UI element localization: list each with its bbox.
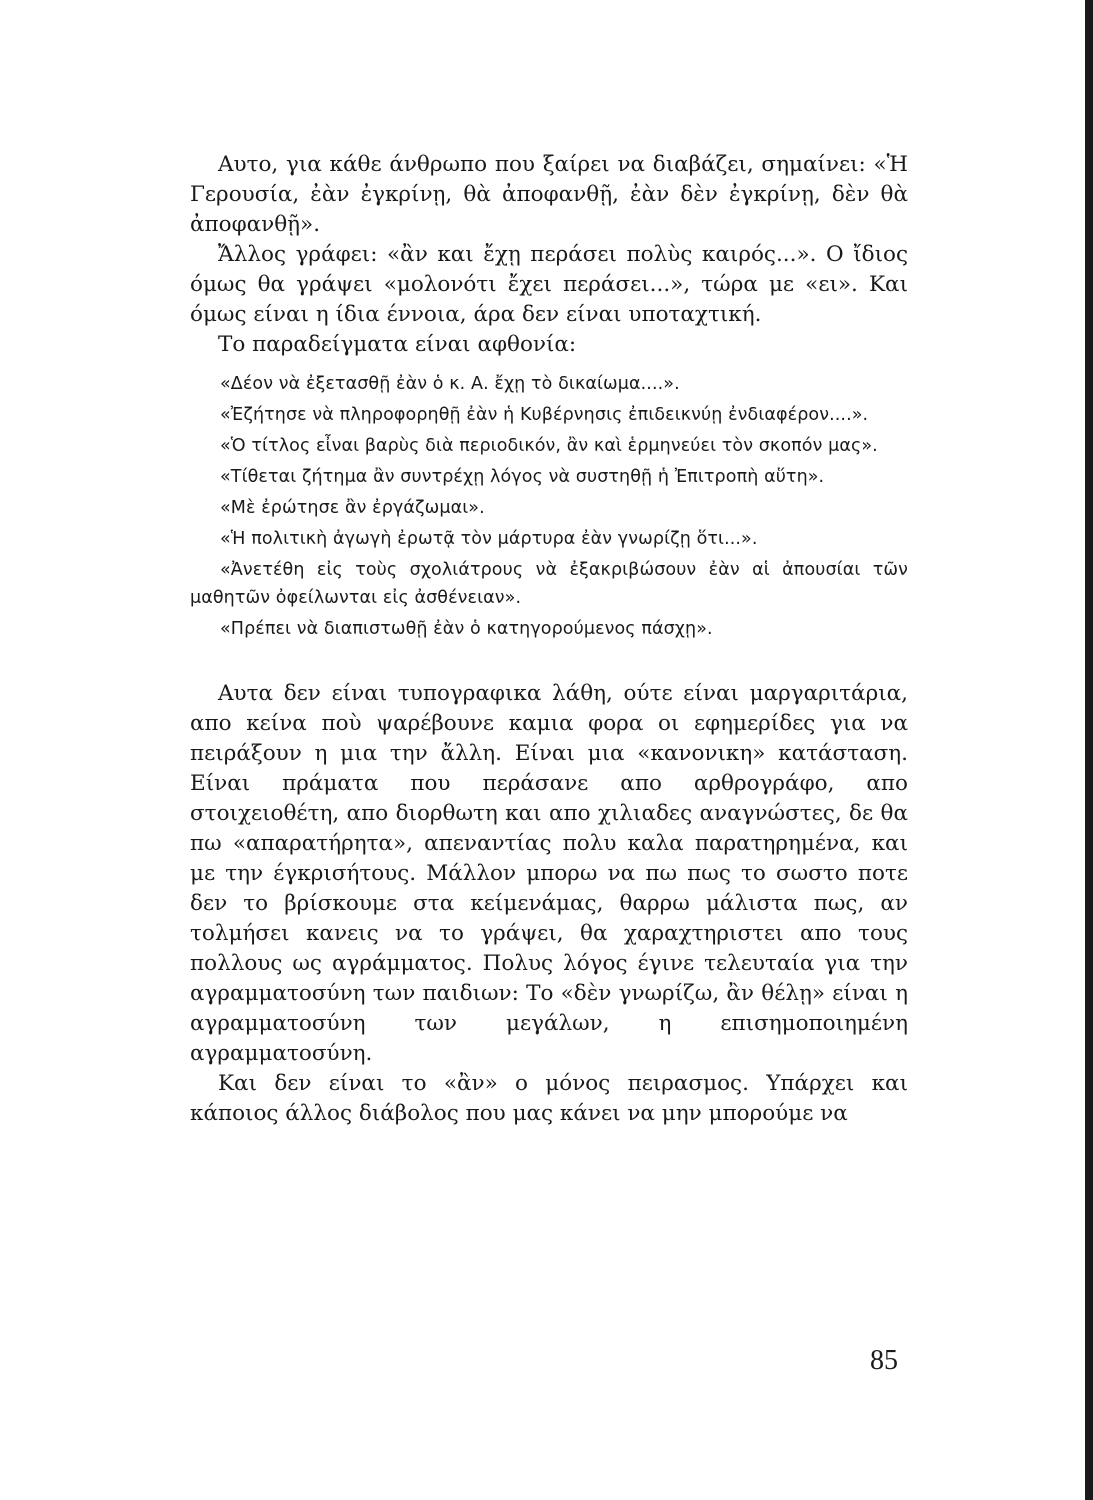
quote-example-2: «Ἐζήτησε νὰ πληροφορηθῇ ἐὰν ἡ Κυβέρνησις ἐπιδεικνύῃ ἐνδιαφέρον....». [220,405,869,425]
paragraph-senate-meaning: Αυτο, για κάθε άνθρωπο που ξαίρει να διαβάζει, σημαίνει: «Ἡ Γερουσία, ἐὰν ἐγκρίνῃ, θὰ ἀποφανθῇ, ἐὰν δὲν ἐγκρίνῃ, δὲν θὰ ἀποφανθῇ». [190,152,908,237]
quoted-examples [190,370,908,643]
paragraph-another-writes: Ἄλλος γράφει: «ἂν και ἔχῃ περάσει πολὺς καιρός...». Ο ἴδιος όμως θα γράψει «μολονότι ἔχει περάσει...», τώρα με «ει». Και όμως είναι η ίδια έννοια, άρα δεν είναι υποταχτική. [190,242,908,327]
quote-example-1: «Δέον νὰ ἐξετασθῇ ἐὰν ὁ κ. Α. ἔχῃ τὸ δικαίωμα....». [220,374,680,394]
paragraph-not-typos: Αυτα δεν είναι τυπογραφικα λάθη, ούτε είναι μαργαριτάρια, απο κείνα ποὺ ψαρέβουνε καμια φορα οι εφημερίδες για να πειράξουν η μια την ἄλλη. Είναι μια «κανονικη» κατάσταση. Είναι πράματα που περάσανε απο αρθρογράφο, απο στοιχειοθέτη, απο διορθωτη και απο χιλιαδες αναγνώστες, δε θα πω «απαρατήρητα», απεναντίας πολυ καλα παρατηρημένα, και με την έγκρισήτους. Μάλλον μπορω να πω πως το σωστο ποτε δεν το βρίσκουμε στα κείμενάμας, θαρρω μάλιστα πως, αν τολμήσει κανεις να το γράψει, θα χαραχτηριστει απο τους πολλους ως αγράμματος. Πολυς λόγος έγινε τελευταία για την αγραμματοσύνη των παιδιων: Το «δὲν γνωρίζω, ἂν θέλῃ» είναι η αγραμματοσύνη των μεγάλων, η επισημοποιημένη αγραμματοσύνη. [190,681,908,1066]
quote-example-6: «Ἡ πολιτικὴ ἀγωγὴ ἐρωτᾷ τὸν μάρτυρα ἐὰν γνωρίζῃ ὅτι...». [220,529,758,549]
quote-example-5: «Μὲ ἐρώτησε ἂν ἐργάζωμαι». [220,498,485,518]
paragraph-other-temptation: Και δεν είναι το «ἂν» ο μόνος πειρασμος. Υπάρχει και κάποιος άλλος διάβολος που μας κάνει να μην μπορούμε να [190,1071,908,1126]
page-number: 85 [870,1345,898,1376]
quote-example-8: «Πρέπει νὰ διαπιστωθῇ ἐὰν ὁ κατηγορούμενος πάσχῃ». [220,619,713,639]
page-edge-shadow [1085,0,1093,1500]
quote-example-3: «Ὁ τίτλος εἶναι βαρὺς διὰ περιοδικόν, ἂν καὶ ἑρμηνεύει τὸν σκοπόν μας». [220,436,878,456]
quote-example-4: «Τίθεται ζήτημα ἂν συντρέχῃ λόγος νὰ συστηθῇ ἡ Ἐπιτροπὴ αὕτη». [220,467,825,487]
quote-example-7: «Ἀνετέθη εἰς τοὺς σχολιάτρους νὰ ἐξακριβώσουν ἐὰν αἱ ἀπουσίαι τῶν μαθητῶν ὀφείλωνται εἰς ἀσθένειαν». [190,560,908,608]
book-page [190,150,908,1129]
paragraph-examples-intro: Το παραδείγματα είναι αφθονία: [218,332,577,357]
